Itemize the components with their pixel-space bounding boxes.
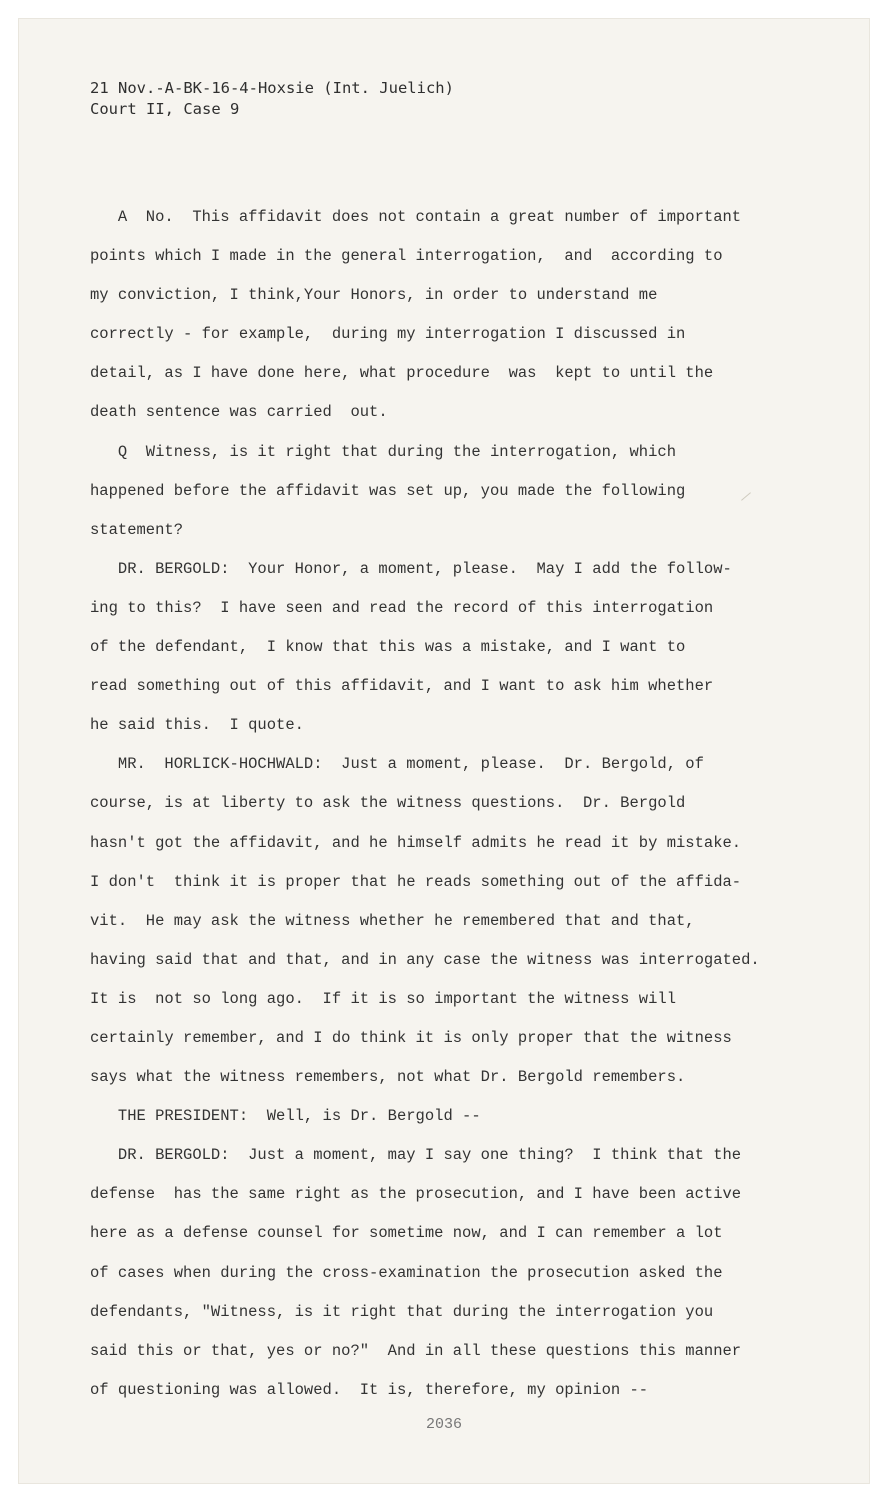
transcript-line: of questioning was allowed. It is, therefore, my opinion -- [90,1380,649,1399]
transcript-line: defense has the same right as the prosecution, and I have been active [90,1185,742,1204]
transcript-line: he said this. I quote. [90,716,304,735]
transcript-line: Q Witness, is it right that during the interrogation, which [90,442,676,461]
transcript-line: DR. BERGOLD: Your Honor, a moment, please. May I add the follow- [90,559,732,578]
header-court-line: Court II, Case 9 [90,100,240,118]
transcript-line: hasn't got the affidavit, and he himself admits he read it by mistake. [90,833,742,852]
transcript-line: It is not so long ago. If it is so important the witness will [90,989,676,1008]
transcript-line: ing to this? I have seen and read the record of this interrogation [90,598,714,617]
transcript-line: death sentence was carried out. [90,403,388,422]
transcript-line: THE PRESIDENT: Well, is Dr. Bergold -- [90,1107,481,1126]
transcript-line: I don't think it is proper that he reads something out of the affida- [90,872,742,891]
transcript-line: of cases when during the cross-examination the prosecution asked the [90,1263,723,1282]
transcript-line: detail, as I have done here, what procedure was kept to until the [90,364,714,383]
transcript-line: MR. HORLICK-HOCHWALD: Just a moment, please. Dr. Bergold, of [90,755,704,774]
transcript-line: A No. This affidavit does not contain a great number of important [90,208,742,226]
transcript-line: DR. BERGOLD: Just a moment, may I say one thing? I think that the [90,1146,742,1165]
transcript-page [18,18,870,1484]
transcript-line: defendants, "Witness, is it right that during the interrogation you [90,1302,714,1321]
transcript-line: of the defendant, I know that this was a mistake, and I want to [90,638,686,657]
transcript-line: here as a defense counsel for sometime now, and I can remember a lot [90,1224,723,1243]
transcript-line: said this or that, yes or no?" And in all these questions this manner [90,1341,742,1360]
transcript-line: vit. He may ask the witness whether he remembered that and that, [90,911,695,930]
transcript-line: happened before the affidavit was set up, you made the following [90,481,686,500]
transcript-line: says what the witness remembers, not what Dr. Bergold remembers. [90,1068,686,1087]
transcript-line: points which I made in the general interrogation, and according to [90,247,723,266]
header-reference-line: 21 Nov.-A-BK-16-4-Hoxsie (Int. Juelich) [90,79,454,97]
transcript-line: course, is at liberty to ask the witness questions. Dr. Bergold [90,794,686,813]
transcript-line: statement? [90,520,184,539]
transcript-line: certainly remember, and I do think it is only proper that the witness [90,1028,732,1047]
page-number: 2036 [425,1416,462,1433]
transcript-line: read something out of this affidavit, and I want to ask him whether [90,677,714,696]
transcript-line: correctly - for example, during my interrogation I discussed in [90,325,686,344]
transcript-line: my conviction, I think,Your Honors, in order to understand me [90,286,658,305]
transcript-line: having said that and that, and in any case the witness was interrogated. [90,950,760,969]
document-header [90,78,454,120]
transcript-body [90,198,790,1410]
